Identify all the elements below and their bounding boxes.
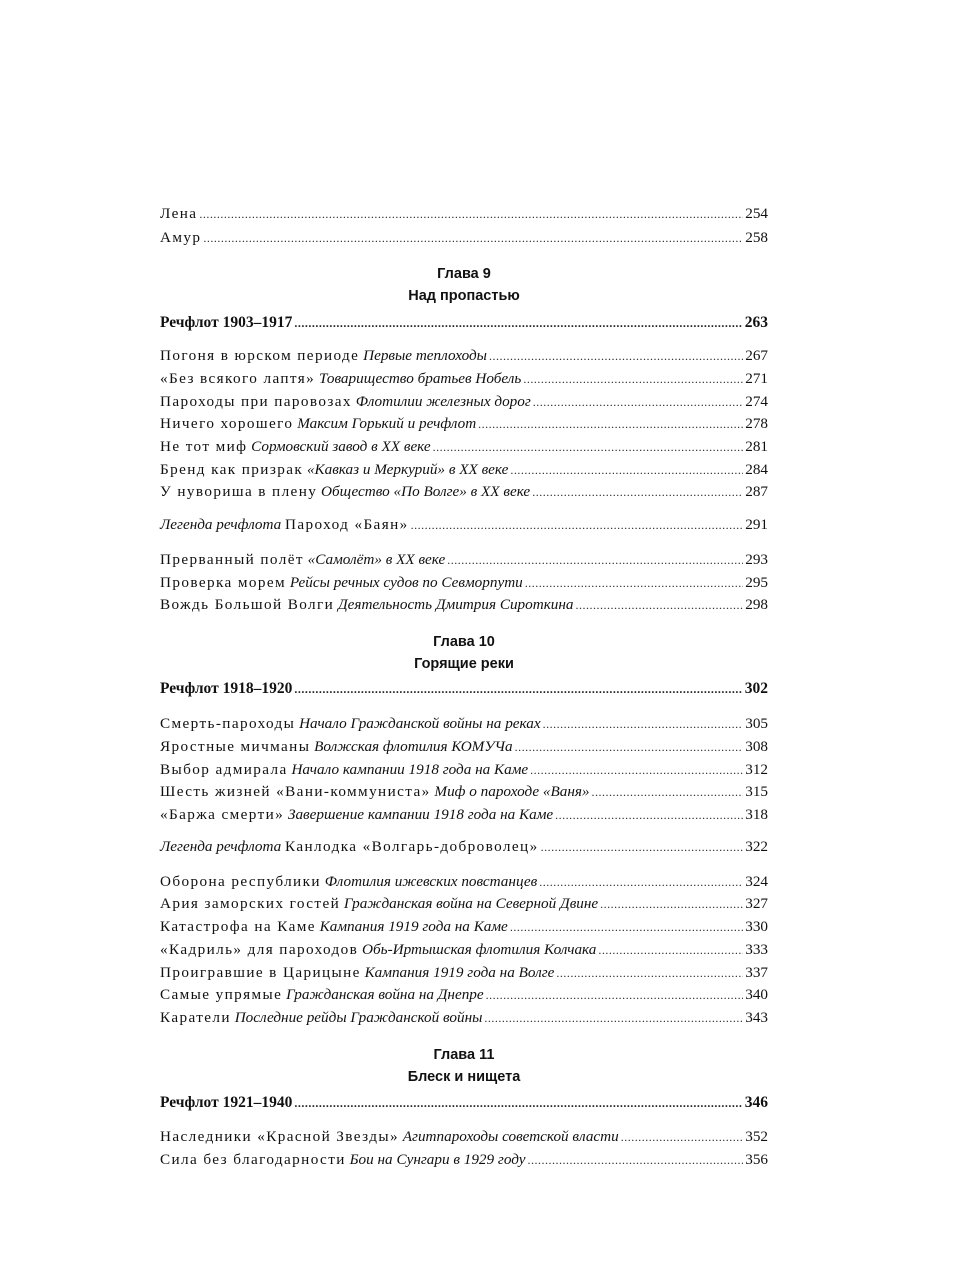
- page-number: 322: [745, 838, 768, 855]
- page-number: 352: [745, 1128, 768, 1145]
- page-number: 337: [745, 964, 768, 981]
- dot-leader: [555, 805, 743, 825]
- toc-entry[interactable]: [160, 414, 768, 434]
- toc-entry[interactable]: [160, 482, 768, 502]
- toc-entry[interactable]: [160, 392, 768, 412]
- entry-title: Вождь Большой Волги: [160, 596, 335, 613]
- page-number: 278: [745, 415, 768, 432]
- page-number: 324: [745, 873, 768, 890]
- entry-title: «Без всякого лаптя»: [160, 370, 316, 387]
- dot-leader: [523, 369, 743, 389]
- entry-subtitle: Гражданская война на Северной Двине: [343, 895, 599, 912]
- toc-main-entry[interactable]: [160, 1093, 768, 1113]
- entry-title: Наследники «Красной Звезды»: [160, 1128, 399, 1145]
- entry-title: Оборона республики: [160, 873, 321, 890]
- toc-legend-entry[interactable]: [160, 515, 768, 535]
- entry-title: Прерванный полёт: [160, 551, 304, 568]
- entry-title: Пароходы при паровозах: [160, 393, 352, 410]
- dot-leader: [532, 482, 743, 502]
- entry-subtitle: Гражданская война на Днепре: [286, 986, 484, 1003]
- toc-entry[interactable]: [160, 369, 768, 389]
- entry-subtitle: «Кавказ и Меркурий» в XX веке: [306, 461, 509, 478]
- page-number: 284: [745, 461, 768, 478]
- dot-leader: [199, 204, 743, 224]
- page-number: 274: [745, 393, 768, 410]
- dot-leader: [484, 1008, 743, 1028]
- page-number: 333: [745, 941, 768, 958]
- entry-title: Речфлот 1903–1917: [160, 314, 293, 331]
- dot-leader: [510, 917, 743, 937]
- chapter-title: Над пропастью: [408, 288, 520, 304]
- page-number: 327: [745, 895, 768, 912]
- entry-subtitle: Деятельность Дмитрия Сироткина: [337, 596, 574, 613]
- entry-subtitle: Волжская флотилия КОМУЧа: [314, 738, 513, 755]
- entry-title: Погоня в юрском периоде: [160, 347, 360, 364]
- entry-subtitle: Кампания 1919 года на Волге: [364, 964, 555, 981]
- entry-title: Каратели: [160, 1009, 231, 1026]
- dot-leader: [530, 760, 743, 780]
- page-number: 293: [745, 551, 768, 568]
- page-number: 263: [744, 314, 768, 331]
- chapter-title: Блеск и нищета: [407, 1069, 521, 1085]
- page-number: 305: [745, 715, 768, 732]
- entry-subtitle: Сормовский завод в XX веке: [251, 438, 431, 455]
- toc-entry[interactable]: [160, 1008, 768, 1028]
- entry-title: Бренд как призрак: [160, 461, 304, 478]
- entry-title: Сила без благодарности: [160, 1151, 346, 1168]
- entry-subtitle: Флотилии железных дорог: [355, 393, 531, 410]
- toc-entry[interactable]: [160, 550, 768, 570]
- toc-entry[interactable]: [160, 1127, 768, 1147]
- entry-title: «Баржа смерти»: [160, 806, 285, 823]
- entry-title: Речфлот 1921–1940: [160, 1094, 293, 1111]
- entry-subtitle: Агитпароходы советской власти: [402, 1128, 619, 1145]
- page-number: 287: [745, 483, 768, 500]
- chapter-label: Глава 11: [433, 1047, 495, 1063]
- entry-subtitle: Последние рейды Гражданской войны: [234, 1009, 483, 1026]
- entry-subtitle: Бои на Сунгари в 1929 году: [349, 1151, 526, 1168]
- dot-leader: [598, 940, 743, 960]
- toc-entry[interactable]: [160, 595, 768, 615]
- toc-entry[interactable]: [160, 437, 768, 457]
- toc-entry[interactable]: [160, 917, 768, 937]
- dot-leader: [556, 963, 743, 983]
- dot-leader: [203, 228, 743, 248]
- entry-title: Ничего хорошего: [160, 415, 294, 432]
- toc-entry[interactable]: [160, 782, 768, 802]
- page-number: 340: [745, 986, 768, 1003]
- dot-leader: [486, 985, 744, 1005]
- chapter-label: Глава 9: [437, 266, 491, 282]
- dot-leader: [543, 714, 744, 734]
- dot-leader: [294, 1093, 742, 1113]
- page-number: 312: [745, 761, 768, 778]
- chapter-label: Глава 10: [433, 634, 495, 650]
- entry-title: Выбор адмирала: [160, 761, 288, 778]
- page-number: 267: [745, 347, 768, 364]
- page-number: 254: [745, 205, 768, 222]
- chapter-title: Горящие реки: [414, 656, 514, 672]
- dot-leader: [447, 550, 743, 570]
- dot-leader: [592, 782, 744, 802]
- toc-entry[interactable]: [160, 573, 768, 593]
- legend-prefix: Легенда речфлота: [160, 838, 282, 855]
- page-number: 308: [745, 738, 768, 755]
- page-number: 302: [744, 680, 768, 697]
- toc-entry[interactable]: [160, 894, 768, 914]
- dot-leader: [525, 573, 743, 593]
- entry-subtitle: Флотилия ижевских повстанцев: [324, 873, 538, 890]
- entry-title: Речфлот 1918–1920: [160, 680, 293, 697]
- toc-entry[interactable]: [160, 1150, 768, 1170]
- dot-leader: [600, 894, 743, 914]
- page-number: 291: [745, 516, 768, 533]
- entry-subtitle: Товарищество братьев Нобель: [318, 370, 522, 387]
- entry-title: Не тот миф: [160, 438, 248, 455]
- toc-entry[interactable]: [160, 805, 768, 825]
- toc-entry[interactable]: [160, 760, 768, 780]
- toc-entry[interactable]: [160, 460, 768, 480]
- dot-leader: [294, 313, 742, 333]
- dot-leader: [294, 679, 742, 699]
- dot-leader: [541, 837, 744, 857]
- toc-entry[interactable]: [160, 985, 768, 1005]
- page-number: 356: [745, 1151, 768, 1168]
- toc-entry[interactable]: [160, 737, 768, 757]
- entry-subtitle: Начало Гражданской войны на реках: [299, 715, 541, 732]
- toc-entry[interactable]: [160, 963, 768, 983]
- dot-leader: [527, 1150, 743, 1170]
- entry-title: Катастрофа на Каме: [160, 918, 316, 935]
- entry-title: Шесть жизней «Вани-коммуниста»: [160, 783, 431, 800]
- entry-subtitle: «Самолёт» в XX веке: [307, 551, 446, 568]
- toc-entry[interactable]: [160, 228, 768, 248]
- entry-subtitle: Миф о пароходе «Ваня»: [434, 783, 590, 800]
- dot-leader: [539, 872, 743, 892]
- entry-title: У нувориша в плену: [160, 483, 318, 500]
- page-number: 315: [745, 783, 768, 800]
- page-number: 330: [745, 918, 768, 935]
- page-number: 295: [745, 574, 768, 591]
- entry-title: Канлодка «Волгарь-доброволец»: [285, 838, 539, 855]
- entry-subtitle: Первые теплоходы: [363, 347, 487, 364]
- dot-leader: [576, 595, 744, 615]
- toc-entry[interactable]: [160, 204, 768, 224]
- page-number: 271: [745, 370, 768, 387]
- entry-title: Амур: [160, 229, 202, 246]
- toc-main-entry[interactable]: [160, 313, 768, 333]
- entry-title: Яростные мичманы: [160, 738, 311, 755]
- dot-leader: [510, 460, 743, 480]
- entry-title: Смерть-пароходы: [160, 715, 296, 732]
- legend-prefix: Легенда речфлота: [160, 516, 282, 533]
- page-number: 258: [745, 229, 768, 246]
- page-number: 298: [745, 596, 768, 613]
- dot-leader: [411, 515, 744, 535]
- page-number: 343: [745, 1009, 768, 1026]
- entry-title: Пароход «Баян»: [285, 516, 409, 533]
- toc-entry[interactable]: [160, 714, 768, 734]
- toc-entry[interactable]: [160, 940, 768, 960]
- entry-subtitle: Обь-Иртышская флотилия Колчака: [362, 941, 597, 958]
- toc-entry[interactable]: [160, 872, 768, 892]
- dot-leader: [515, 737, 744, 757]
- dot-leader: [433, 437, 744, 457]
- entry-title: «Кадриль» для пароходов: [160, 941, 359, 958]
- toc-legend-entry[interactable]: [160, 837, 768, 857]
- entry-subtitle: Максим Горький и речфлот: [297, 415, 477, 432]
- entry-title: Проигравшие в Царицыне: [160, 964, 361, 981]
- entry-subtitle: Рейсы речных судов по Севморпути: [289, 574, 523, 591]
- page-number: 281: [745, 438, 768, 455]
- entry-subtitle: Завершение кампании 1918 года на Каме: [287, 806, 554, 823]
- entry-title: Лена: [160, 205, 198, 222]
- toc-entry[interactable]: [160, 346, 768, 366]
- dot-leader: [533, 392, 743, 412]
- page-number: 318: [745, 806, 768, 823]
- entry-subtitle: Общество «По Волге» в XX веке: [321, 483, 531, 500]
- entry-title: Ария заморских гостей: [160, 895, 341, 912]
- entry-title: Проверка морем: [160, 574, 287, 591]
- entry-subtitle: Начало кампании 1918 года на Каме: [291, 761, 529, 778]
- entry-subtitle: Кампания 1919 года на Каме: [319, 918, 508, 935]
- page-number: 346: [744, 1094, 768, 1111]
- dot-leader: [489, 346, 743, 366]
- entry-title: Самые упрямые: [160, 986, 283, 1003]
- dot-leader: [621, 1127, 743, 1147]
- dot-leader: [478, 414, 743, 434]
- toc-main-entry[interactable]: [160, 679, 768, 699]
